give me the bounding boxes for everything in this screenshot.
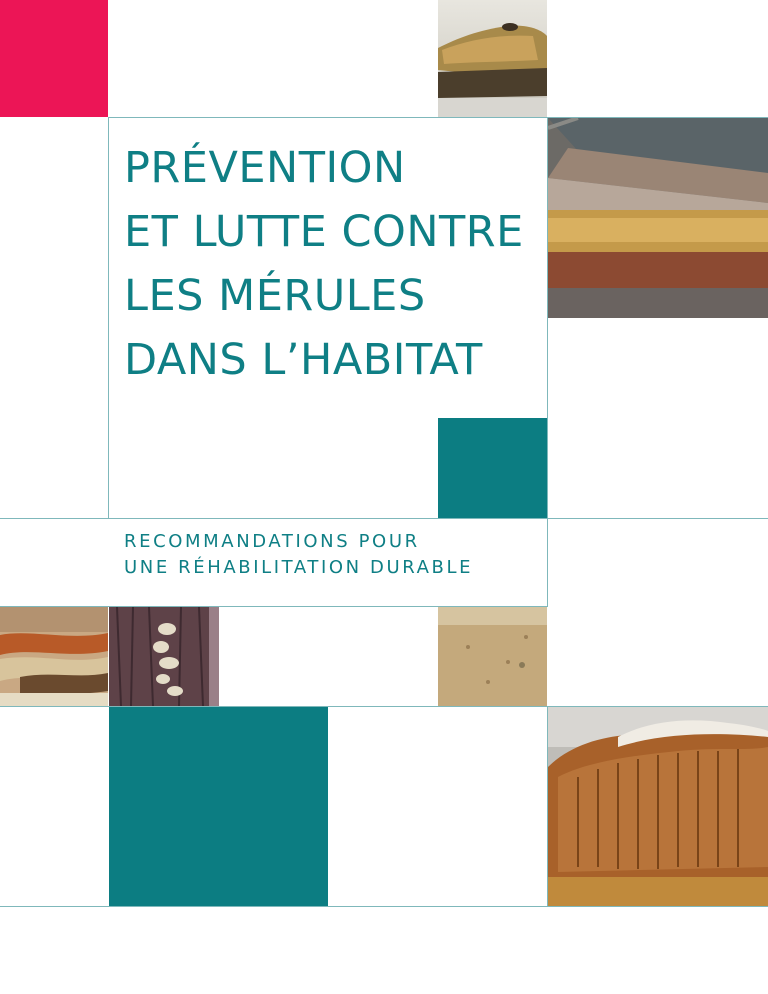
plaster-rot-photo (0, 607, 108, 706)
teal-accent-block-small (438, 418, 547, 518)
subtitle-line-1: RECOMMANDATIONS POUR (124, 531, 420, 552)
grid-line-mid (0, 518, 768, 519)
pink-accent-block (0, 0, 108, 117)
title-line-4: DANS L’HABITAT (124, 335, 483, 385)
grid-line-left (108, 117, 109, 519)
merule-fruiting-body-photo (548, 707, 768, 906)
fungus-bracket-photo (438, 0, 547, 117)
teal-accent-block-large (109, 707, 328, 906)
title-line-3: LES MÉRULES (124, 271, 426, 321)
page-title (124, 136, 524, 392)
sandy-wall-photo (438, 607, 547, 706)
cracked-wood-fungus-photo (109, 607, 219, 706)
subtitle-line-2: UNE RÉHABILITATION DURABLE (124, 557, 474, 578)
subtitle (124, 529, 473, 581)
title-line-1: PRÉVENTION (124, 143, 406, 193)
wood-beam-fungus-photo (548, 118, 768, 318)
grid-line-bottom (0, 906, 768, 907)
title-line-2: ET LUTTE CONTRE (124, 207, 524, 257)
